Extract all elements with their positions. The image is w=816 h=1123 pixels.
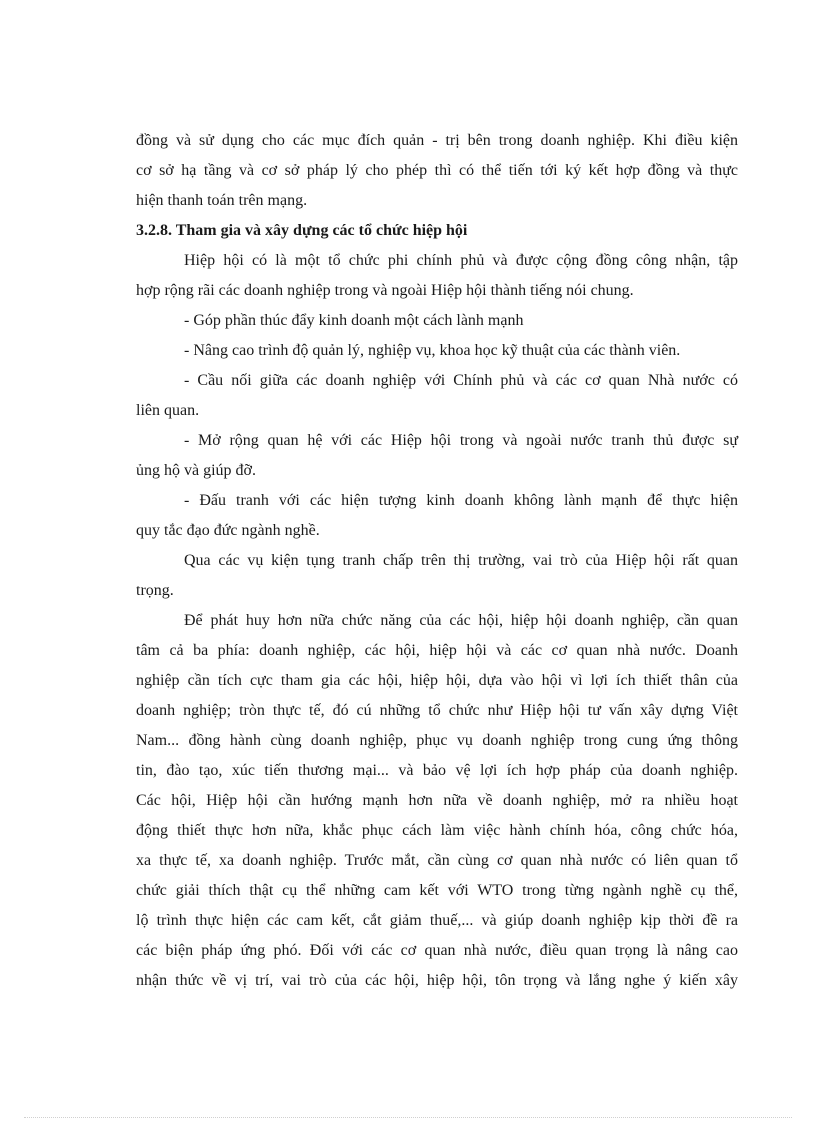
para-main-line-4: doanh nghiệp; tròn thực tế, đó cú những tổ chức như Hiệp hội tư vấn xây dựng Việt [136, 702, 738, 719]
para-main-line-8: động thiết thực hơn nữa, khắc phục cách làm việc hành chính hóa, công chức hóa, [136, 822, 738, 839]
intro-line-2: hợp rộng rãi các doanh nghiệp trong và ngoài Hiệp hội thành tiếng nói chung. [136, 282, 634, 299]
bullet-4-line-2: ủng hộ và giúp đỡ. [136, 462, 257, 479]
para-main-line-9: xa thực tế, xa doanh nghiệp. Trước mắt, cần cùng cơ quan nhà nước có liên quan tổ [136, 852, 738, 869]
continuation-line-3: hiện thanh toán trên mạng. [136, 192, 308, 209]
para-main-line-7: Các hội, Hiệp hội cần hướng mạnh hơn nữa về doanh nghiệp, mở ra nhiều hoạt [136, 792, 738, 809]
para-main-line-10: chức giải thích thật cụ thể những cam kết với WTO trong từng ngành nghề cụ thể, [136, 882, 738, 899]
para-main-line-12: các biện pháp ứng phó. Đối với các cơ quan nhà nước, điều quan trọng là nâng cao [136, 942, 738, 959]
continuation-line-1: đồng và sử dụng cho các mục đích quản - trị bên trong doanh nghiệp. Khi điều kiện [136, 132, 738, 149]
para-main-line-11: lộ trình thực hiện các cam kết, cắt giảm thuế,... và giúp doanh nghiệp kịp thời đề ra [136, 912, 738, 929]
bullet-2: - Nâng cao trình độ quản lý, nghiệp vụ, khoa học kỹ thuật của các thành viên. [184, 342, 681, 359]
para-qua-line-2: trọng. [136, 582, 174, 599]
document-page [136, 126, 738, 996]
bullet-5-line-2: quy tắc đạo đức ngành nghề. [136, 522, 320, 539]
bullet-1: - Góp phần thúc đẩy kinh doanh một cách lành mạnh [184, 312, 524, 329]
bullet-4-line-1: - Mở rộng quan hệ với các Hiệp hội trong và ngoài nước tranh thủ được sự [184, 432, 738, 449]
para-main-line-1: Để phát huy hơn nữa chức năng của các hội, hiệp hội doanh nghiệp, cần quan [184, 612, 738, 629]
bullet-5-line-1: - Đấu tranh với các hiện tượng kinh doanh không lành mạnh để thực hiện [184, 492, 738, 509]
section-heading: 3.2.8. Tham gia và xây dựng các tổ chức hiệp hội [136, 222, 468, 239]
para-main-line-3: nghiệp cần tích cực tham gia các hội, hiệp hội, dựa vào hội vì lợi ích thiết thân của [136, 672, 738, 689]
intro-line-1: Hiệp hội có là một tổ chức phi chính phủ và được cộng đồng công nhận, tập [184, 252, 738, 269]
page-bottom-divider [24, 1117, 792, 1118]
para-main-line-13: nhận thức về vị trí, vai trò của các hội, hiệp hội, tôn trọng và lắng nghe ý kiến xây [136, 972, 738, 989]
continuation-line-2: cơ sở hạ tầng và cơ sở pháp lý cho phép thì có thể tiến tới ký kết hợp đồng và thực [136, 162, 738, 179]
para-main-line-2: tâm cả ba phía: doanh nghiệp, các hội, hiệp hội và các cơ quan nhà nước. Doanh [136, 642, 738, 659]
para-main-line-6: tin, đào tạo, xúc tiến thương mại... và bảo vệ lợi ích hợp pháp của doanh nghiệp. [136, 762, 738, 779]
bullet-3-line-1: - Cầu nối giữa các doanh nghiệp với Chính phủ và các cơ quan Nhà nước có [184, 372, 738, 389]
para-qua-line-1: Qua các vụ kiện tụng tranh chấp trên thị trường, vai trò của Hiệp hội rất quan [184, 552, 738, 569]
bullet-3-line-2: liên quan. [136, 402, 200, 419]
para-main-line-5: Nam... đồng hành cùng doanh nghiệp, phục vụ doanh nghiệp trong cung ứng thông [136, 732, 738, 749]
